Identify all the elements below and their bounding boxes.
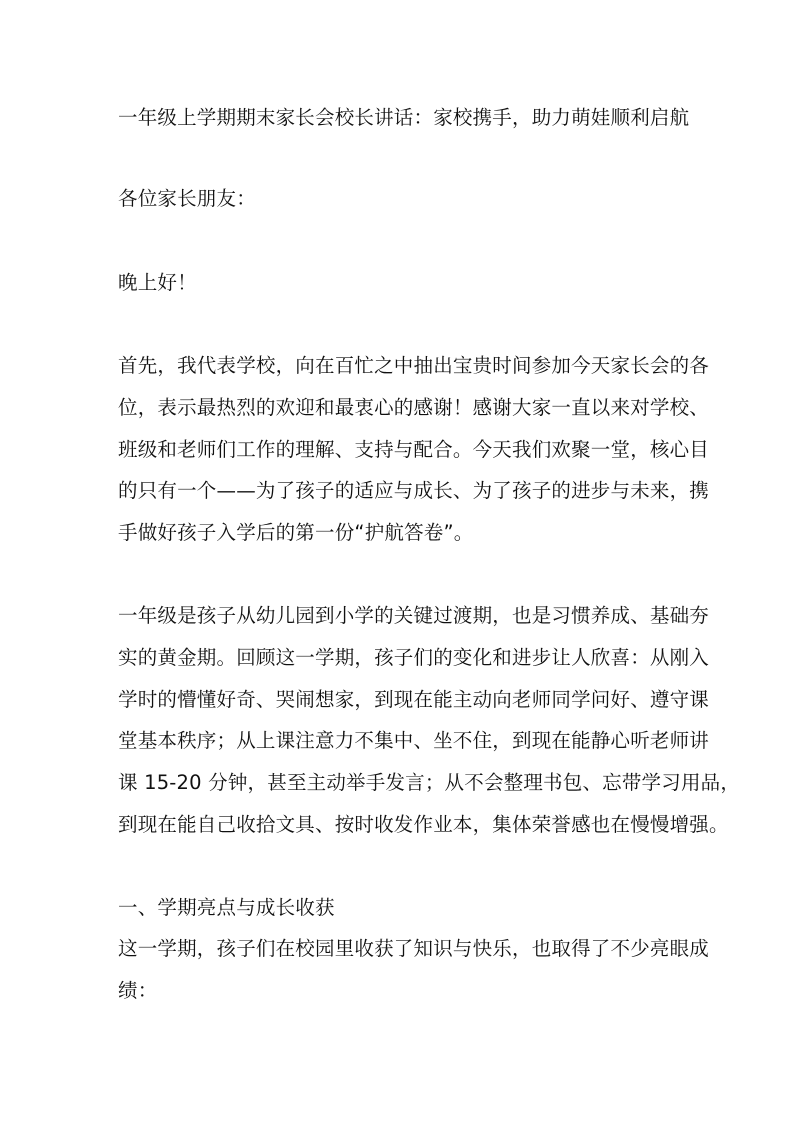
document-title: 一年级上学期期末家长会校长讲话：家校携手，助力萌娃顺利启航: [118, 106, 690, 129]
paragraph-line: 绩：: [118, 979, 158, 1002]
paragraph-line: 的只有一个——为了孩子的适应与成长、为了孩子的进步与未来，携: [118, 479, 710, 502]
paragraph-line: 首先，我代表学校，向在百忙之中抽出宝贵时间参加今天家长会的各: [118, 354, 710, 377]
paragraph-line: 实的黄金期。回顾这一学期，孩子们的变化和进步让人欣喜：从刚入: [118, 646, 710, 669]
paragraph-line: 这一学期，孩子们在校园里收获了知识与快乐，也取得了不少亮眼成: [118, 937, 710, 960]
paragraph-line: 到现在能自己收拾文具、按时收发作业本，集体荣誉感也在慢慢增强。: [118, 813, 729, 836]
paragraph-line: 手做好孩子入学后的第一份“护航答卷”。: [118, 521, 474, 544]
paragraph-line: 一年级是孩子从幼儿园到小学的关键过渡期，也是习惯养成、基础夯: [118, 604, 710, 627]
salutation: 各位家长朋友：: [118, 187, 256, 210]
paragraph-line: 课 15-20 分钟，甚至主动举手发言；从不会整理书包、忘带学习用品，: [118, 771, 741, 794]
greeting: 晚上好！: [118, 271, 197, 294]
paragraph-line: 位，表示最热烈的欢迎和最衷心的感谢！感谢大家一直以来对学校、: [118, 396, 710, 419]
paragraph-line: 堂基本秩序；从上课注意力不集中、坐不住，到现在能静心听老师讲: [118, 729, 710, 752]
paragraph-line: 班级和老师们工作的理解、支持与配合。今天我们欢聚一堂，核心目: [118, 438, 710, 461]
section-heading: 一、学期亮点与成长收获: [118, 896, 335, 919]
paragraph-line: 学时的懵懂好奇、哭闹想家，到现在能主动向老师同学问好、遵守课: [118, 688, 710, 711]
